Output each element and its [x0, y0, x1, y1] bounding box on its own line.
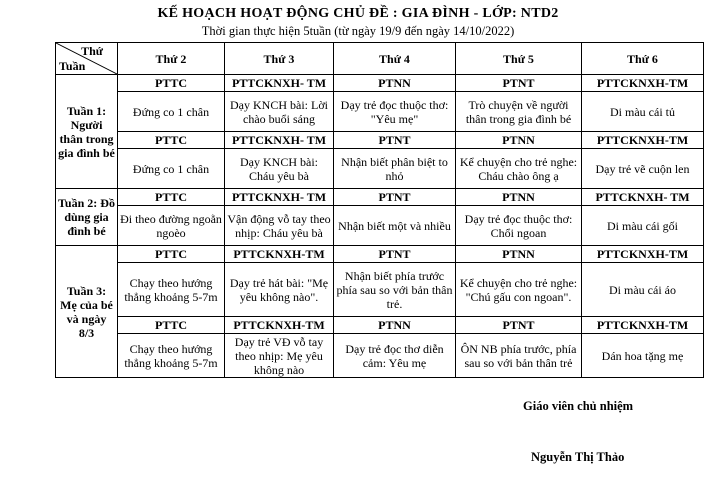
- subject-cell: PTTCKNXH- TM: [225, 132, 334, 149]
- activity-cell: Di màu cái áo: [582, 263, 704, 317]
- activity-plan-table: [55, 42, 704, 378]
- subject-cell: PTTCKNXH- TM: [582, 189, 704, 206]
- activity-cell: Chạy theo hướng thẳng khoảng 5-7m: [118, 263, 225, 317]
- activity-cell: Dạy trẻ VĐ vỗ tay theo nhịp: Mẹ yêu không nào: [225, 334, 334, 378]
- activity-row: [56, 206, 704, 246]
- activity-cell: Nhận biết phía trước phía sau so với bản thân trẻ.: [334, 263, 456, 317]
- day-header: Thứ 3: [225, 43, 334, 75]
- activity-row: [56, 149, 704, 189]
- subject-cell: PTNN: [334, 75, 456, 92]
- subject-cell: PTNN: [456, 246, 582, 263]
- activity-cell: Nhận biết một và nhiều: [334, 206, 456, 246]
- subject-cell: PTTCKNXH- TM: [225, 189, 334, 206]
- subject-cell: PTTCKNXH- TM: [225, 75, 334, 92]
- activity-cell: Dạy KNCH bài: Lời chào buổi sáng: [225, 92, 334, 132]
- activity-row: [56, 263, 704, 317]
- subject-cell: PTTC: [118, 246, 225, 263]
- subject-row: [56, 317, 704, 334]
- activity-cell: Nhận biết phân biệt to nhỏ: [334, 149, 456, 189]
- subject-cell: PTNN: [456, 132, 582, 149]
- subject-cell: PTTCKNXH-TM: [582, 132, 704, 149]
- activity-cell: Dạy trẻ hát bài: "Mẹ yêu không nào".: [225, 263, 334, 317]
- subject-row: [56, 189, 704, 206]
- subject-cell: PTTC: [118, 132, 225, 149]
- subject-row: [56, 246, 704, 263]
- activity-cell: Trò chuyện về người thân trong gia đình bé: [456, 92, 582, 132]
- corner-day-label: Thứ: [81, 44, 103, 58]
- activity-cell: Kể chuyện cho trẻ nghe: Cháu chào ông ạ: [456, 149, 582, 189]
- day-header: Thứ 6: [582, 43, 704, 75]
- day-header: Thứ 2: [118, 43, 225, 75]
- activity-cell: Dạy trẻ đọc thuộc thơ: Chổi ngoan: [456, 206, 582, 246]
- subject-cell: PTNT: [456, 317, 582, 334]
- week-label: Tuần 2: Đồ dùng gia đình bé: [56, 189, 118, 246]
- activity-cell: Dạy trẻ đọc thuộc thơ: "Yêu mẹ": [334, 92, 456, 132]
- day-header: Thứ 4: [334, 43, 456, 75]
- subject-row: [56, 132, 704, 149]
- activity-row: [56, 92, 704, 132]
- activity-cell: Dạy KNCH bài: Cháu yêu bà: [225, 149, 334, 189]
- day-header: Thứ 5: [456, 43, 582, 75]
- corner-cell: [56, 43, 118, 75]
- activity-cell: Di màu cái tủ: [582, 92, 704, 132]
- subject-cell: PTNN: [456, 189, 582, 206]
- corner-week-label: Tuần: [59, 59, 86, 73]
- week-label: Tuần 1: Người thân trong gia đình bé: [56, 75, 118, 189]
- subject-cell: PTTCKNXH-TM: [225, 317, 334, 334]
- activity-cell: Đứng co 1 chân: [118, 149, 225, 189]
- teacher-label: Giáo viên chủ nhiệm: [523, 399, 634, 413]
- signature-name: Nguyễn Thị Thảo: [531, 450, 625, 464]
- subject-cell: PTNT: [334, 246, 456, 263]
- activity-cell: Dạy trẻ vẽ cuộn len: [582, 149, 704, 189]
- subject-cell: PTTCKNXH-TM: [582, 317, 704, 334]
- activity-row: [56, 334, 704, 378]
- activity-cell: Dán hoa tặng mẹ: [582, 334, 704, 378]
- activity-cell: Di màu cái gối: [582, 206, 704, 246]
- activity-cell: Đi theo đường ngoằn ngoèo: [118, 206, 225, 246]
- subject-cell: PTTC: [118, 75, 225, 92]
- activity-cell: ÔN NB phía trước, phía sau so với bản thân trẻ: [456, 334, 582, 378]
- week-label: Tuần 3: Mẹ của bé và ngày 8/3: [56, 246, 118, 378]
- activity-cell: Chạy theo hướng thẳng khoảng 5-7m: [118, 334, 225, 378]
- subject-cell: PTTCKNXH-TM: [225, 246, 334, 263]
- subject-cell: PTTC: [118, 317, 225, 334]
- subject-cell: PTTCKNXH-TM: [582, 246, 704, 263]
- document-subtitle: Thời gian thực hiện 5tuần (từ ngày 19/9 đến ngày 14/10/2022): [201, 24, 515, 38]
- activity-cell: Kể chuyện cho trẻ nghe: "Chú gấu con ngoan".: [456, 263, 582, 317]
- subject-cell: PTNT: [334, 132, 456, 149]
- subject-cell: PTNN: [334, 317, 456, 334]
- subject-cell: PTNT: [334, 189, 456, 206]
- activity-cell: Dạy trẻ đọc thơ diễn cảm: Yêu mẹ: [334, 334, 456, 378]
- activity-cell: Đứng co 1 chân: [118, 92, 225, 132]
- subject-cell: PTTCKNXH-TM: [582, 75, 704, 92]
- subject-cell: PTNT: [456, 75, 582, 92]
- document-title: KẾ HOẠCH HOẠT ĐỘNG CHỦ ĐỀ : GIA ĐÌNH - LỚP: NTD2: [157, 6, 559, 21]
- subject-row: [56, 75, 704, 92]
- header-row: [56, 43, 704, 75]
- subject-cell: PTTC: [118, 189, 225, 206]
- activity-cell: Vận động vỗ tay theo nhịp: Cháu yêu bà: [225, 206, 334, 246]
